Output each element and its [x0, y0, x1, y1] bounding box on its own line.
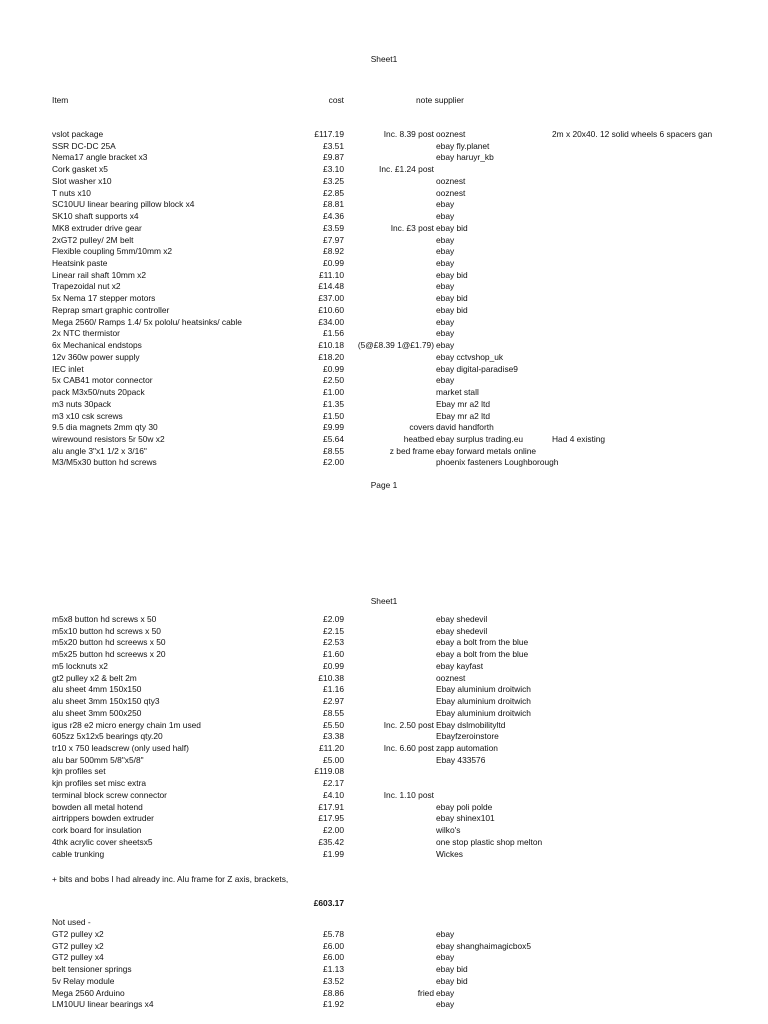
item-cell: Cork gasket x5	[52, 164, 108, 175]
table-row	[0, 352, 768, 364]
item-cell: igus r28 e2 micro energy chain 1m used	[52, 719, 201, 730]
table-row	[0, 387, 768, 399]
table-row	[0, 293, 768, 305]
supplier-cell: Ebay dslmobilityltd	[436, 719, 506, 730]
item-cell: m5 locknuts x2	[52, 660, 108, 671]
table-row	[0, 849, 768, 861]
cost-cell: £9.87	[323, 152, 344, 163]
sheet-title: Sheet1	[370, 54, 398, 64]
table-row	[0, 422, 768, 434]
item-cell: pack M3x50/nuts 20pack	[52, 387, 145, 398]
cost-cell: £17.95	[318, 813, 344, 824]
item-cell: vslot package	[52, 129, 104, 139]
item-cell: 9.5 dia magnets 2mm qty 30	[52, 422, 158, 433]
column-header-cost: cost	[328, 95, 344, 105]
table-row	[0, 188, 768, 200]
table-row	[0, 825, 768, 837]
supplier-cell: zapp automation	[436, 743, 498, 754]
supplier-cell: ebay	[436, 328, 455, 339]
cost-cell: £5.78	[323, 929, 344, 939]
table-row	[0, 837, 768, 849]
supplier-cell: ebay shanghaimagicbox5	[436, 940, 531, 951]
supplier-cell: ebay shinex101	[436, 813, 495, 824]
cost-cell: £0.99	[323, 660, 344, 671]
item-cell: m5x8 button hd screws x 50	[52, 614, 157, 624]
extra-cell: Had 4 existing	[552, 433, 606, 444]
table-row	[0, 340, 768, 352]
note-cell: Inc. 1.10 post	[383, 789, 434, 800]
supplier-cell: Ebay aluminium droitwich	[436, 707, 531, 718]
item-cell: alu sheet 3mm 150x150 qty3	[52, 696, 160, 707]
table-row	[0, 802, 768, 814]
supplier-cell: ebay poli polde	[436, 801, 493, 812]
supplier-cell: ebay digital-paradise9	[436, 363, 518, 374]
note-cell: Inc. £1.24 post	[379, 164, 434, 175]
table-row	[0, 246, 768, 258]
item-cell: SK10 shaft supports x4	[52, 211, 139, 222]
table-row	[0, 755, 768, 767]
item-cell: Nema17 angle bracket x3	[52, 152, 148, 163]
item-cell: wirewound resistors 5r 50w x2	[52, 433, 165, 444]
supplier-cell: ebay bid	[436, 964, 468, 975]
cost-cell: £37.00	[318, 293, 344, 304]
supplier-cell: ebay shedevil	[436, 625, 488, 636]
table-row	[0, 434, 768, 446]
sheet-title: Sheet1	[370, 596, 398, 606]
supplier-cell: wilko's	[436, 825, 461, 836]
supplier-cell: ooznest	[436, 187, 466, 198]
item-cell: alu sheet 3mm 500x250	[52, 707, 142, 718]
table-row	[0, 813, 768, 825]
table-row	[0, 766, 768, 778]
cost-cell: £8.92	[323, 246, 344, 257]
cost-cell: £3.52	[323, 975, 344, 986]
cost-cell: £119.08	[314, 766, 344, 777]
supplier-cell: Ebay aluminium droitwich	[436, 684, 531, 695]
cost-cell: £0.99	[323, 363, 344, 374]
item-cell: Heatsink paste	[52, 258, 108, 269]
item-cell: GT2 pulley x4	[52, 952, 104, 963]
item-cell: bowden all metal hotend	[52, 801, 143, 812]
note-cell: fried	[417, 987, 434, 998]
note-cell: (5@£8.39 1@£1.79)	[357, 340, 434, 351]
supplier-cell: ebay haruyr_kb	[436, 152, 494, 163]
item-cell: 2x NTC thermistor	[52, 328, 120, 339]
cost-cell: £1.92	[323, 999, 344, 1010]
supplier-cell: Wickes	[436, 848, 463, 859]
item-cell: alu bar 500mm 5/8"x5/8"	[52, 754, 144, 765]
item-cell: terminal block screw connector	[52, 789, 167, 800]
table-row	[0, 199, 768, 211]
table-row	[0, 375, 768, 387]
not-used-heading: Not used -	[52, 917, 91, 927]
supplier-cell: ebay bid	[436, 293, 468, 304]
table-row	[0, 457, 768, 469]
table-row	[0, 614, 768, 626]
cost-cell: £2.17	[323, 778, 344, 789]
table-row	[0, 141, 768, 153]
supplier-cell: Ebayfzeroinstore	[436, 731, 499, 742]
supplier-cell: ebay	[436, 199, 455, 210]
note-cell: Inc. 6.60 post	[383, 743, 434, 754]
supplier-cell: ebay	[436, 281, 455, 292]
table-row	[0, 446, 768, 458]
supplier-cell: ebay kayfast	[436, 660, 484, 671]
supplier-cell: ooznest	[436, 672, 466, 683]
cost-cell: £11.10	[319, 269, 344, 280]
item-cell: Flexible coupling 5mm/10mm x2	[52, 246, 173, 257]
cost-cell: £1.99	[323, 848, 344, 859]
supplier-cell: ebay shedevil	[436, 614, 488, 624]
item-cell: LM10UU linear bearings x4	[52, 999, 154, 1010]
supplier-cell: market stall	[436, 387, 479, 398]
supplier-cell: ebay	[436, 316, 455, 327]
cost-cell: £2.00	[323, 825, 344, 836]
table-row	[0, 649, 768, 661]
supplier-cell: ebay forward metals online	[436, 445, 537, 456]
item-cell: 5x CAB41 motor connector	[52, 375, 153, 386]
item-cell: 12v 360w power supply	[52, 351, 140, 362]
table-row	[0, 929, 768, 941]
supplier-cell: ebay	[436, 258, 455, 269]
supplier-cell: ebay	[436, 211, 455, 222]
page-number: Page 1	[370, 480, 398, 490]
table-row	[0, 964, 768, 976]
supplier-cell: ooznest	[436, 175, 466, 186]
cost-cell: £3.10	[323, 164, 344, 175]
item-cell: Mega 2560 Arduino	[52, 987, 125, 998]
cost-cell: £10.18	[318, 340, 344, 351]
item-cell: tr10 x 750 leadscrew (only used half)	[52, 743, 189, 754]
cost-cell: £34.00	[318, 316, 344, 327]
cost-cell: £6.00	[323, 952, 344, 963]
item-cell: 2xGT2 pulley/ 2M belt	[52, 234, 134, 245]
supplier-cell: ebay	[436, 929, 455, 939]
table-row	[0, 317, 768, 329]
supplier-cell: ebay	[436, 246, 455, 257]
cost-cell: £0.99	[323, 258, 344, 269]
cost-cell: £1.00	[323, 387, 344, 398]
cost-cell: £2.53	[323, 637, 344, 648]
table-row	[0, 999, 768, 1011]
item-cell: SC10UU linear bearing pillow block x4	[52, 199, 195, 210]
total-cost: £603.17	[313, 898, 344, 908]
cost-cell: £3.25	[323, 175, 344, 186]
table-row	[0, 223, 768, 235]
cost-cell: £35.42	[318, 836, 344, 847]
item-cell: m3 x10 csk screws	[52, 410, 123, 421]
extra-cell: 2m x 20x40. 12 solid wheels 6 spacers gan	[552, 129, 713, 139]
supplier-cell: ebay	[436, 999, 455, 1010]
item-cell: 605zz 5x12x5 bearings qty.20	[52, 731, 163, 742]
cost-cell: £2.09	[323, 614, 344, 624]
item-cell: airtrippers bowden extruder	[52, 813, 154, 824]
cost-cell: £1.60	[323, 649, 344, 660]
table-row	[0, 708, 768, 720]
cost-cell: £18.20	[318, 351, 344, 362]
supplier-cell: ebay bid	[436, 975, 468, 986]
cost-cell: £1.50	[323, 410, 344, 421]
supplier-cell: david handforth	[436, 422, 494, 433]
item-cell: GT2 pulley x2	[52, 940, 104, 951]
supplier-cell: ebay bid	[436, 304, 468, 315]
note-cell: Inc. 8.39 post	[383, 129, 434, 139]
item-cell: MK8 extruder drive gear	[52, 222, 142, 233]
cost-cell: £1.35	[323, 398, 344, 409]
table-row	[0, 328, 768, 340]
item-cell: kjn profiles set misc extra	[52, 778, 147, 789]
supplier-cell: ebay cctvshop_uk	[436, 351, 504, 362]
item-cell: cork board for insulation	[52, 825, 142, 836]
cost-cell: £10.38	[318, 672, 344, 683]
cost-cell: £5.00	[323, 754, 344, 765]
item-cell: 4thk acrylic cover sheetsx5	[52, 836, 153, 847]
table-row	[0, 720, 768, 732]
item-cell: alu sheet 4mm 150x150	[52, 684, 142, 695]
table-row	[0, 399, 768, 411]
item-cell: GT2 pulley x2	[52, 929, 104, 939]
item-cell: m3 nuts 30pack	[52, 398, 112, 409]
supplier-cell: one stop plastic shop melton	[436, 836, 543, 847]
cost-cell: £9.99	[323, 422, 344, 433]
cost-cell: £3.51	[323, 140, 344, 151]
supplier-cell: ooznest	[436, 129, 466, 139]
supplier-cell: Ebay 433576	[436, 754, 486, 765]
table-row	[0, 164, 768, 176]
table-row	[0, 626, 768, 638]
supplier-cell: ebay bid	[436, 222, 468, 233]
table-row	[0, 281, 768, 293]
table-row	[0, 364, 768, 376]
column-header-item: Item	[52, 95, 69, 105]
note-cell: Inc. 2.50 post	[383, 719, 434, 730]
item-cell: 5v Relay module	[52, 975, 115, 986]
supplier-cell: phoenix fasteners Loughborough	[436, 457, 559, 468]
item-cell: m5x20 button hd screews x 50	[52, 637, 166, 648]
note-cell: heatbed	[403, 433, 434, 444]
item-cell: M3/M5x30 button hd screws	[52, 457, 157, 468]
supplier-cell: ebay	[436, 952, 455, 963]
cost-cell: £5.50	[323, 719, 344, 730]
item-cell: Linear rail shaft 10mm x2	[52, 269, 147, 280]
cost-cell: £1.13	[323, 964, 344, 975]
cost-cell: £2.97	[323, 696, 344, 707]
note-cell: z bed frame	[389, 445, 434, 456]
item-cell: Slot washer x10	[52, 175, 112, 186]
cost-cell: £17.91	[318, 801, 344, 812]
table-row	[0, 129, 768, 141]
supplier-cell: ebay fly.planet	[436, 140, 490, 151]
table-row	[0, 673, 768, 685]
table-row	[0, 270, 768, 282]
table-row	[0, 637, 768, 649]
item-cell: belt tensioner springs	[52, 964, 132, 975]
bits-note: + bits and bobs I had already inc. Alu frame for Z axis, brackets,	[52, 874, 289, 884]
cost-cell: £2.15	[323, 625, 344, 636]
cost-cell: £3.59	[323, 222, 344, 233]
supplier-cell: Ebay mr a2 ltd	[436, 398, 490, 409]
table-row	[0, 152, 768, 164]
item-cell: SSR DC-DC 25A	[52, 140, 116, 151]
item-cell: kjn profiles set	[52, 766, 106, 777]
table-row	[0, 211, 768, 223]
table-row	[0, 743, 768, 755]
item-cell: 5x Nema 17 stepper motors	[52, 293, 156, 304]
item-cell: Trapezoidal nut x2	[52, 281, 121, 292]
cost-cell: £117.19	[314, 129, 344, 139]
cost-cell: £11.20	[319, 743, 344, 754]
table-row	[0, 976, 768, 988]
cost-cell: £8.55	[323, 707, 344, 718]
cost-cell: £8.55	[323, 445, 344, 456]
cost-cell: £4.10	[323, 789, 344, 800]
cost-cell: £4.36	[323, 211, 344, 222]
table-row	[0, 661, 768, 673]
cost-cell: £1.16	[323, 684, 344, 695]
note-cell: Inc. £3 post	[390, 222, 434, 233]
table-row	[0, 988, 768, 1000]
item-cell: alu angle 3"x1 1/2 x 3/16"	[52, 445, 147, 456]
column-header-note-supplier: note supplier	[416, 95, 464, 105]
cost-cell: £5.64	[323, 433, 344, 444]
supplier-cell: ebay surplus trading.eu	[436, 433, 524, 444]
table-row	[0, 176, 768, 188]
supplier-cell: ebay	[436, 987, 455, 998]
supplier-cell: ebay	[436, 340, 455, 351]
table-row	[0, 411, 768, 423]
item-cell: 6x Mechanical endstops	[52, 340, 142, 351]
item-cell: IEC inlet	[52, 363, 84, 374]
cost-cell: £3.38	[323, 731, 344, 742]
cost-cell: £2.00	[323, 457, 344, 468]
item-cell: m5x10 button hd screws x 50	[52, 625, 161, 636]
cost-cell: £14.48	[318, 281, 344, 292]
cost-cell: £8.81	[323, 199, 344, 210]
item-cell: T nuts x10	[52, 187, 91, 198]
table-row	[0, 790, 768, 802]
cost-cell: £1.56	[323, 328, 344, 339]
cost-cell: £2.85	[323, 187, 344, 198]
table-row	[0, 258, 768, 270]
supplier-cell: ebay a bolt from the blue	[436, 649, 529, 660]
table-row	[0, 952, 768, 964]
cost-cell: £6.00	[323, 940, 344, 951]
table-row	[0, 941, 768, 953]
supplier-cell: ebay a bolt from the blue	[436, 637, 529, 648]
note-cell: covers	[409, 422, 434, 433]
supplier-cell: Ebay mr a2 ltd	[436, 410, 490, 421]
cost-cell: £2.50	[323, 375, 344, 386]
table-row	[0, 305, 768, 317]
table-row	[0, 696, 768, 708]
table-row	[0, 731, 768, 743]
item-cell: Reprap smart graphic controller	[52, 304, 170, 315]
cost-cell: £8.86	[323, 987, 344, 998]
table-row	[0, 235, 768, 247]
cost-cell: £7.97	[323, 234, 344, 245]
table-row	[0, 778, 768, 790]
supplier-cell: ebay	[436, 234, 455, 245]
item-cell: cable trunking	[52, 848, 105, 859]
supplier-cell: ebay	[436, 375, 455, 386]
item-cell: Mega 2560/ Ramps 1.4/ 5x pololu/ heatsinks/ cable	[52, 316, 242, 327]
cost-cell: £10.60	[318, 304, 344, 315]
supplier-cell: Ebay aluminium droitwich	[436, 696, 531, 707]
supplier-cell: ebay bid	[436, 269, 468, 280]
item-cell: m5x25 button hd screews x 20	[52, 649, 166, 660]
item-cell: gt2 pulley x2 & belt 2m	[52, 672, 137, 683]
table-row	[0, 684, 768, 696]
